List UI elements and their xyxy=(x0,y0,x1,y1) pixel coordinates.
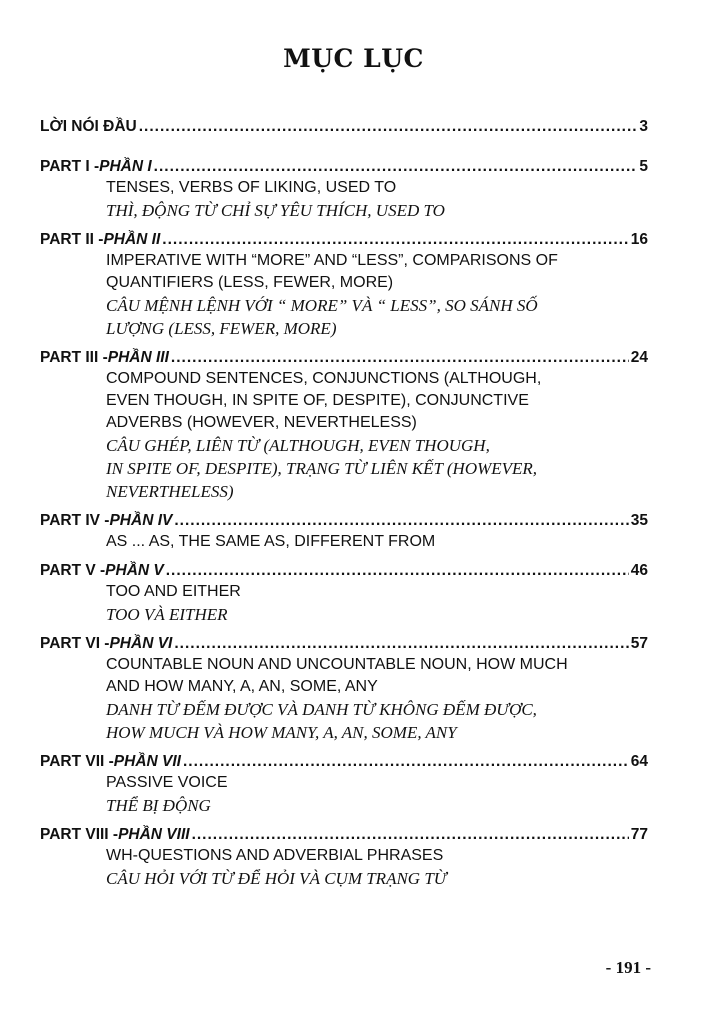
toc-entry-part-2 xyxy=(40,230,648,340)
toc-part-label: PART II - xyxy=(40,231,104,248)
toc-page-number: 64 xyxy=(630,753,648,770)
dot-leader xyxy=(139,117,638,137)
toc-page-number: 46 xyxy=(630,562,648,579)
toc-heading xyxy=(40,752,648,772)
toc-english-line: WH-QUESTIONS AND ADVERBIAL PHRASES xyxy=(106,847,444,864)
toc-entry-preface xyxy=(40,117,648,137)
toc-heading xyxy=(40,117,648,137)
toc-vietnamese-line: LƯỢNG (LESS, FEWER, MORE) xyxy=(106,319,337,338)
toc-page-number: 24 xyxy=(630,349,648,366)
toc-vietnamese-line: NEVERTHELESS) xyxy=(106,482,234,501)
toc-english-line: TOO AND EITHER xyxy=(106,583,241,600)
toc-phan-label: PHẦN IV xyxy=(109,512,173,529)
toc-part-label: PART IV - xyxy=(40,512,110,529)
toc-part-label: PART VIII - xyxy=(40,826,119,843)
toc-vietnamese-line: THỂ BỊ ĐỘNG xyxy=(106,796,211,815)
table-of-contents xyxy=(40,117,648,898)
toc-entry-part-1 xyxy=(40,157,648,222)
toc-phan-label: PHẦN V xyxy=(105,562,164,579)
toc-part-label: PART III - xyxy=(40,349,108,366)
toc-part-label: PART VI - xyxy=(40,635,110,652)
toc-vietnamese-line: IN SPITE OF, DESPITE), TRẠNG TỪ LIÊN KẾT (HOWEVER, xyxy=(106,459,538,478)
toc-english-line: EVEN THOUGH, IN SPITE OF, DESPITE), CONJUNCTIVE xyxy=(106,392,529,409)
toc-heading xyxy=(40,348,648,368)
toc-part-label: PART I - xyxy=(40,158,100,175)
toc-english-line: TENSES, VERBS OF LIKING, USED TO xyxy=(106,179,397,196)
toc-heading xyxy=(40,230,648,250)
toc-page-number: 3 xyxy=(639,118,648,135)
toc-phan-label: PHẦN VIII xyxy=(118,826,190,843)
toc-heading xyxy=(40,634,648,654)
dot-leader xyxy=(166,561,629,581)
toc-vietnamese-line: TOO VÀ EITHER xyxy=(106,605,228,624)
dot-leader xyxy=(183,752,629,772)
toc-phan-label: PHẦN VII xyxy=(113,753,181,770)
toc-part-label: PART VII - xyxy=(40,753,114,770)
toc-vietnamese-line: HOW MUCH VÀ HOW MANY, A, AN, SOME, ANY xyxy=(106,723,457,742)
toc-heading xyxy=(40,825,648,845)
toc-english-line: COUNTABLE NOUN AND UNCOUNTABLE NOUN, HOW MUCH xyxy=(106,656,568,673)
toc-vietnamese-line: CÂU HỎI VỚI TỪ ĐỂ HỎI VÀ CỤM TRẠNG TỪ xyxy=(106,869,447,888)
toc-english-line: COMPOUND SENTENCES, CONJUNCTIONS (ALTHOUGH, xyxy=(106,370,542,387)
toc-vietnamese-line: DANH TỪ ĐẾM ĐƯỢC VÀ DANH TỪ KHÔNG ĐẾM ĐƯỢC, xyxy=(106,700,537,719)
toc-vietnamese-line: THÌ, ĐỘNG TỪ CHỈ SỰ YÊU THÍCH, USED TO xyxy=(106,201,445,220)
toc-phan-label: PHẦN I xyxy=(99,158,152,175)
toc-heading-label: LỜI NÓI ĐẦU xyxy=(40,118,137,135)
toc-entry-part-6 xyxy=(40,634,648,744)
toc-entry-part-3 xyxy=(40,348,648,503)
toc-phan-label: PHẦN III xyxy=(107,349,169,366)
toc-english-line: IMPERATIVE WITH “MORE” AND “LESS”, COMPARISONS OF xyxy=(106,252,558,269)
toc-entry-part-7 xyxy=(40,752,648,817)
page-title: MỤC LỤC xyxy=(283,44,424,73)
toc-page-number: 16 xyxy=(630,231,648,248)
toc-entry-part-5 xyxy=(40,561,648,626)
toc-phan-label: PHẦN II xyxy=(103,231,161,248)
toc-vietnamese-line: CÂU MỆNH LỆNH VỚI “ MORE” VÀ “ LESS”, SO SÁNH SỐ xyxy=(106,296,538,315)
toc-heading xyxy=(40,511,648,531)
toc-part-label: PART V - xyxy=(40,562,106,579)
toc-phan-label: PHẦN VI xyxy=(109,635,173,652)
toc-heading xyxy=(40,157,648,177)
toc-english-line: AND HOW MANY, A, AN, SOME, ANY xyxy=(106,678,378,695)
dot-leader xyxy=(174,634,628,654)
dot-leader xyxy=(192,825,629,845)
toc-page-number: 77 xyxy=(630,826,648,843)
toc-english-line: QUANTIFIERS (LESS, FEWER, MORE) xyxy=(106,274,394,291)
toc-page-number: 5 xyxy=(639,158,648,175)
toc-entry-part-4 xyxy=(40,511,648,553)
dot-leader xyxy=(171,348,629,368)
toc-english-line: AS ... AS, THE SAME AS, DIFFERENT FROM xyxy=(106,533,436,550)
toc-entry-part-8 xyxy=(40,825,648,890)
dot-leader xyxy=(154,157,638,177)
toc-page-number: 57 xyxy=(630,635,648,652)
page-number: - 191 - xyxy=(605,958,651,977)
dot-leader xyxy=(162,230,628,250)
toc-page-number: 35 xyxy=(630,512,648,529)
toc-vietnamese-line: CÂU GHÉP, LIÊN TỪ (ALTHOUGH, EVEN THOUGH, xyxy=(106,436,490,455)
toc-heading xyxy=(40,561,648,581)
toc-english-line: ADVERBS (HOWEVER, NEVERTHELESS) xyxy=(106,414,417,431)
toc-english-line: PASSIVE VOICE xyxy=(106,774,228,791)
dot-leader xyxy=(174,511,628,531)
